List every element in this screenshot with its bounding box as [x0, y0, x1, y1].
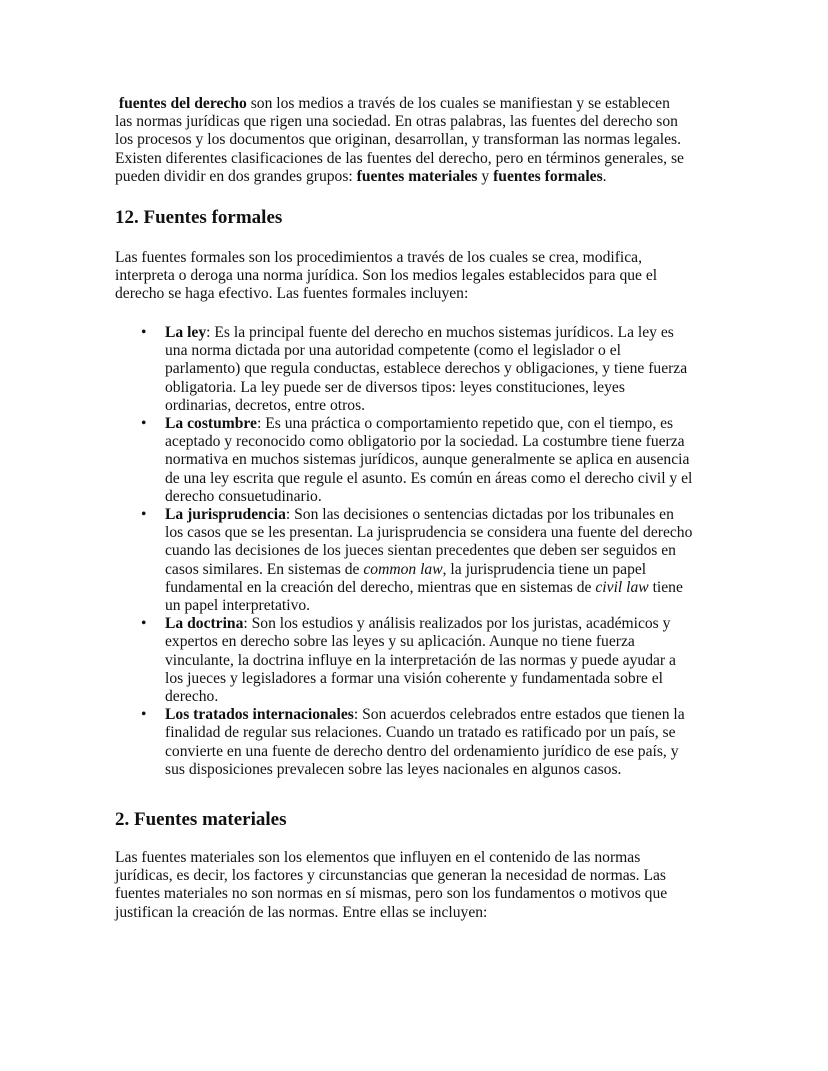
bold-term: fuentes materiales — [356, 167, 478, 185]
text-segment: justifican la creación de las normas. Entre ellas se incluyen: — [115, 903, 488, 921]
text-line — [115, 249, 735, 267]
bullet-icon: • — [141, 324, 147, 341]
text-line — [165, 488, 755, 506]
text-line — [165, 615, 755, 633]
text-segment: interpreta o deroga una norma jurídica. Son los medios legales establecidos para que el — [115, 267, 658, 285]
text-segment: casos similares. En sistemas de — [165, 560, 364, 578]
text-line — [165, 451, 755, 469]
bullet-icon: • — [141, 615, 147, 633]
text-segment: de una ley escrita que regule el asunto. Es común en áreas como el derecho civil y el — [165, 469, 693, 487]
text-segment: derecho se haga efectivo. Las fuentes formales incluyen: — [115, 285, 469, 303]
text-line — [165, 415, 755, 433]
text-segment: y — [477, 167, 494, 185]
text-line — [165, 379, 755, 397]
text-line — [165, 724, 755, 742]
text-line — [165, 360, 755, 378]
text-segment: los jueces y legisladores a formar una visión coherente y fundamentada sobre el — [165, 669, 663, 687]
text-line — [165, 670, 755, 688]
text-segment: los procesos y los documentos que originan, desarrollan, y transforman las normas legales. — [115, 131, 682, 149]
text-line — [115, 867, 735, 885]
text-line — [165, 597, 755, 615]
text-segment: las normas jurídicas que rigen una sociedad. En otras palabras, las fuentes del derecho son — [115, 113, 678, 131]
text-segment: tiene — [648, 578, 683, 596]
bold-term: Los tratados internacionales — [165, 706, 354, 724]
text-segment: , la jurisprudencia tiene un papel — [442, 560, 647, 578]
text-segment: expertos en derecho sobre las leyes y su aplicación. Aunque no tiene fuerza — [165, 633, 635, 651]
text-line — [165, 506, 755, 524]
text-segment: Existen diferentes clasificaciones de las fuentes del derecho, pero en términos generales, se — [115, 149, 684, 167]
text-line — [115, 131, 735, 149]
text-segment: sus disposiciones prevalecen sobre las leyes nacionales en algunos casos. — [165, 760, 622, 778]
text-segment: parlamento) que regula conductas, establece derechos y obligaciones, y tiene fuerza — [165, 360, 688, 378]
text-segment: fuentes materiales no son normas en sí mismas, pero son los fundamentos o motivos que — [115, 885, 668, 903]
text-line — [165, 761, 755, 779]
bullet-icon: • — [141, 415, 147, 433]
text-segment: derecho. — [165, 688, 219, 706]
text-line — [165, 743, 755, 761]
text-line — [165, 579, 755, 597]
text-segment: vinculante, la doctrina influye en la interpretación de las normas y puede ayudar a — [165, 651, 676, 669]
text-segment: : Son las decisiones o sentencias dictadas por los tribunales en — [285, 506, 674, 524]
text-line — [165, 524, 755, 542]
intro-paragraph — [115, 95, 735, 186]
text-line — [115, 95, 735, 113]
text-segment: son los medios a través de los cuales se manifiestan y se establecen — [246, 95, 670, 112]
text-line — [165, 706, 755, 724]
text-segment: ordinarias, decretos, entre otros. — [165, 396, 366, 414]
text-line — [115, 150, 735, 168]
italic-term: common law — [363, 560, 443, 578]
text-line — [115, 885, 735, 903]
text-segment: : Son acuerdos celebrados entre estados que tienen la — [353, 706, 685, 724]
text-segment: . — [602, 167, 607, 185]
text-segment: convierte en una fuente de derecho dentro del ordenamiento jurídico de ese país, y — [165, 742, 679, 760]
text-segment: pueden dividir en dos grandes grupos: — [115, 167, 357, 185]
text-segment: derecho consuetudinario. — [165, 487, 322, 505]
bullet-icon: • — [141, 706, 147, 724]
text-line — [165, 397, 755, 415]
heading-fuentes-materiales: 2. Fuentes materiales — [115, 809, 287, 830]
list-item — [115, 706, 755, 779]
bullet-icon: • — [141, 506, 147, 524]
text-segment: obligatoria. La ley puede ser de diversos tipos: leyes constituciones, leyes — [165, 378, 625, 396]
fuentes-materiales-paragraph — [115, 849, 735, 922]
text-segment: normativa en muchos sistemas jurídicos, aunque generalmente se aplica en ausencia — [165, 451, 690, 469]
text-segment: : Es una práctica o comportamiento repetido que, con el tiempo, es — [256, 415, 674, 433]
text-segment: cuando las decisiones de los jueces sientan precedentes que deben ser seguidos en — [165, 542, 676, 560]
list-item — [115, 506, 755, 615]
fuentes-formales-list — [115, 324, 755, 779]
bold-term: La jurisprudencia — [165, 506, 286, 524]
text-line — [115, 168, 735, 186]
text-line — [165, 688, 755, 706]
text-segment: : Es la principal fuente del derecho en muchos sistemas jurídicos. La ley es — [206, 324, 674, 341]
text-line — [165, 470, 755, 488]
text-line — [115, 849, 735, 867]
list-item — [115, 415, 755, 506]
text-line — [115, 267, 735, 285]
text-line — [115, 285, 735, 303]
bold-term: La ley — [165, 324, 207, 341]
text-segment: un papel interpretativo. — [165, 597, 311, 615]
text-segment: finalidad de regular sus relaciones. Cuando un tratado es ratificado por un país, se — [165, 724, 676, 742]
text-segment: los casos que se les presentan. La jurisprudencia se considera una fuente del derecho — [165, 524, 693, 542]
text-segment: Las fuentes materiales son los elementos que influyen en el contenido de las normas — [115, 849, 641, 866]
text-line — [165, 324, 755, 342]
text-line — [165, 433, 755, 451]
text-line — [165, 633, 755, 651]
text-segment: una norma dictada por una autoridad competente (como el legislador o el — [165, 342, 621, 360]
text-line — [165, 652, 755, 670]
heading-fuentes-formales: 12. Fuentes formales — [115, 207, 283, 228]
text-line — [115, 904, 735, 922]
list-item — [115, 324, 755, 415]
text-line — [165, 542, 755, 560]
text-line — [115, 113, 735, 131]
text-line — [165, 342, 755, 360]
bold-term: fuentes del derecho — [115, 95, 247, 112]
italic-term: civil law — [595, 578, 649, 596]
text-segment: Las fuentes formales son los procedimientos a través de los cuales se crea, modifica, — [115, 249, 642, 266]
list-item — [115, 615, 755, 706]
bold-term: La doctrina — [165, 615, 244, 633]
text-segment: fundamental en la creación del derecho, mientras que en sistemas de — [165, 578, 596, 596]
text-segment: aceptado y reconocido como obligatorio por la sociedad. La costumbre tiene fuerza — [165, 433, 685, 451]
text-segment: jurídicas, es decir, los factores y circunstancias que generan la necesidad de normas. Las — [115, 867, 666, 885]
bold-term: fuentes formales — [493, 167, 603, 185]
fuentes-formales-paragraph — [115, 249, 735, 304]
text-segment: : Son los estudios y análisis realizados por los juristas, académicos y — [243, 615, 671, 633]
bold-term: La costumbre — [165, 415, 257, 433]
text-line — [165, 561, 755, 579]
